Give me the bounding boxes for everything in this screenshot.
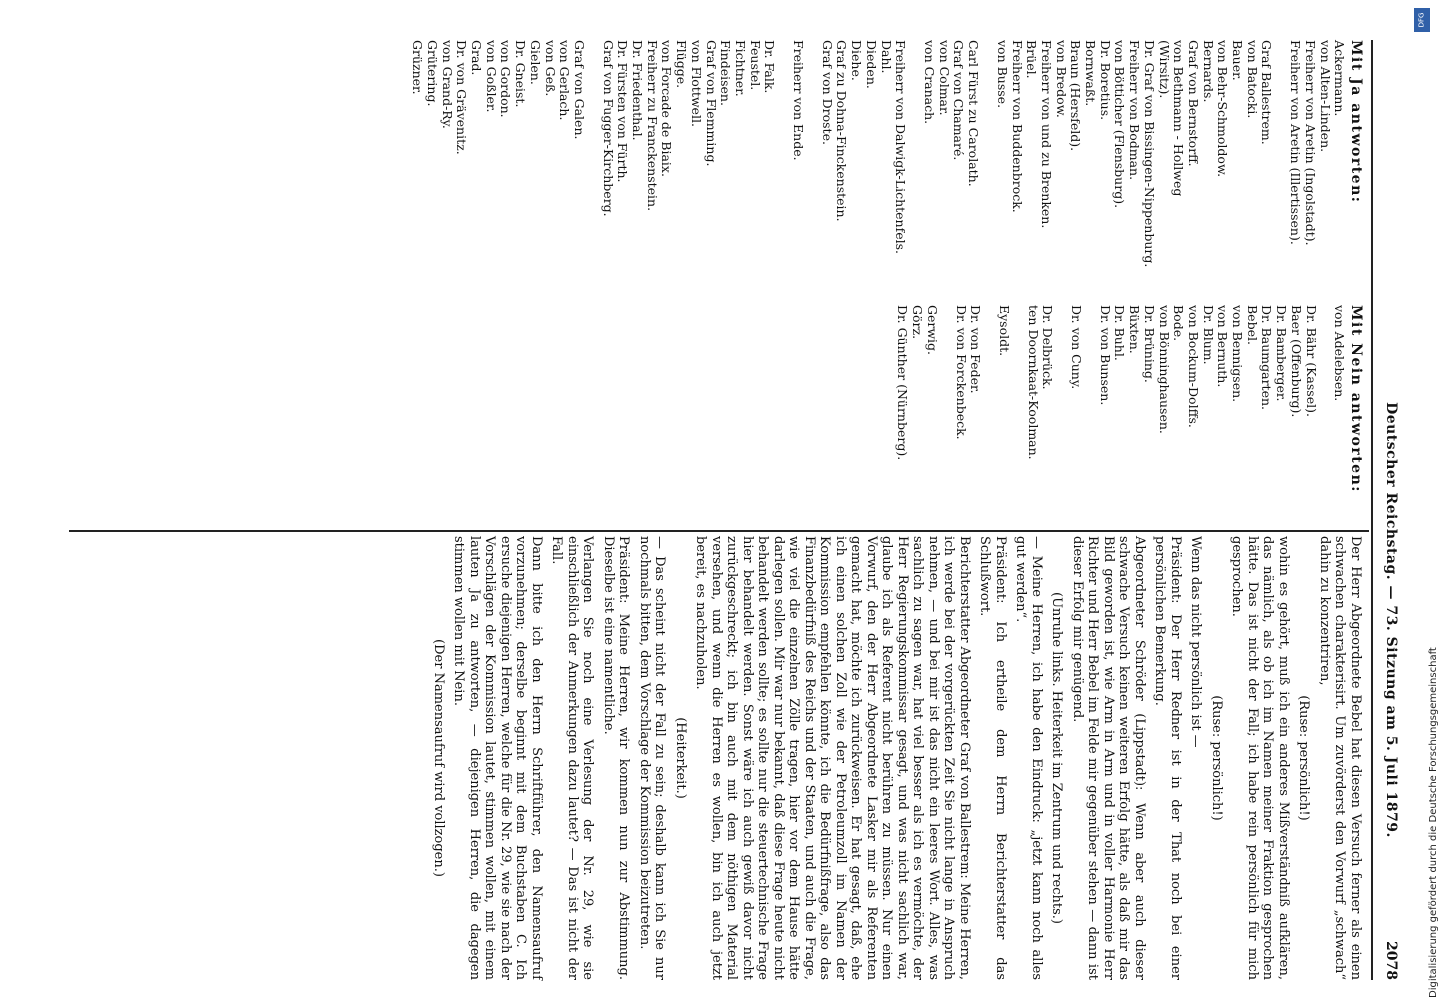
interjection: (Heiterkeit.)	[673, 717, 688, 799]
list-gap	[776, 40, 790, 295]
member-name: Baer (Offenburg).	[1288, 305, 1304, 418]
paragraph: Abgeordneter Schröder (Lippstadt): Wenn aber auch dieser schwache Versuch keinen weiteren Erfolg hätte, als daß mir das Bild geworden ist, wie Arm in Arm und in voller Harmonie Herr Richter und Herr Bebel im Felde mir gegenüber stehen — dann ist dieser Erfolg mir genügend.	[1070, 536, 1147, 980]
paragraph: Verlangen Sie noch eine Verlesung der Nr. 29, wie sie einschließlich der Anmerkungen dazu lautet? — Das ist nicht der Fall.	[549, 536, 596, 980]
member-name: von Behr-Schmoldow.	[1215, 40, 1231, 178]
member-name: Büxten.	[1127, 305, 1143, 354]
member-name: Findeisen.	[718, 40, 734, 106]
member-name: Dr. Buhl.	[1112, 305, 1128, 361]
interjection: (Der Namensaufruf wird vollzogen.)	[431, 639, 446, 877]
list-gap	[1273, 40, 1287, 295]
member-name: Freiherr zu Franckenstein.	[644, 40, 660, 212]
rotated-sheet	[10, 0, 1405, 1000]
member-name: Freiherr von Buddenbrock.	[1009, 40, 1025, 213]
paragraph: Präsident: Ich ertheile dem Herrn Berichterstatter das Schlußwort.	[977, 536, 1008, 980]
member-name: Dr. Bamberger.	[1274, 305, 1290, 402]
member-name: Ackermann.	[1332, 40, 1348, 117]
paragraph: Wenn das nicht persönlich ist —	[1188, 536, 1204, 748]
running-title: Deutscher Reichstag. — 73. Sitzung am 5. Juli 1879.	[1383, 402, 1399, 838]
member-name: Graf Ballestrem.	[1259, 40, 1275, 145]
member-name: Dr. Friedenthal.	[630, 40, 646, 141]
member-name: Freiherr von Aretin (Ingolstadt).	[1302, 40, 1318, 246]
member-name: Dr. Boretius.	[1097, 40, 1113, 121]
member-name: Freiherr von Bodman.	[1127, 40, 1143, 181]
paragraph: Dann bitte ich den Herrn Schriftführer, den Namensaufruf vorzunehmen; derselbe beginnt mit dem Buchstaben C. Ich ersuche diejenigen Herren, welche für die Nr. 29, wie sie nach der Vorschlägen der Kommission lautet, stimmen wollen, mit einem lauten Ja zu antworten, — diejenigen Herren, die dagegen stimmen wollen mit Nein.	[451, 536, 544, 980]
member-name: Freiherr von Dalwigk-Lichtenfels.	[893, 40, 909, 255]
member-name: Dr. Brüning.	[1141, 305, 1157, 383]
member-name: ten Doornkaat-Koolman.	[1025, 305, 1041, 460]
paragraph: wohin es gehört, muß ich ein anderes Mißverständniß aufklären, das nämlich, als ob ich im Namen meiner Fraktion gesprochen hätte. Das ist nicht der Fall; ich habe rein persönlich für mich gesprochen.	[1229, 536, 1291, 980]
column-divider	[69, 530, 1369, 532]
member-name: von Bötticher (Flensburg).	[1112, 40, 1128, 209]
member-name: von Busse.	[994, 40, 1010, 109]
member-name: Bode.	[1171, 305, 1187, 342]
member-name: Dr. Fürsten von Fürth.	[615, 40, 631, 183]
member-name: Braun (Hersfeld).	[1068, 40, 1084, 152]
member-name: von Bethmann - Hollweg	[1171, 40, 1187, 197]
list-gap	[1083, 305, 1097, 520]
member-name: Bauer.	[1230, 40, 1246, 81]
member-name: von Colmar.	[936, 40, 952, 116]
debate-text-column	[426, 536, 1364, 980]
member-name: Freiherr von Aretin (Illertissen).	[1288, 40, 1304, 245]
member-name: Gielen.	[527, 40, 543, 85]
ja-name-list	[410, 40, 1347, 295]
member-name: von Gordon.	[498, 40, 514, 118]
member-name: Fichtner.	[732, 40, 748, 97]
member-name: Carl Fürst zu Carolath.	[966, 40, 982, 187]
list-gap	[907, 40, 921, 295]
member-name: von Adelebsen.	[1332, 305, 1348, 402]
ja-heading: Mit Ja antworten:	[1348, 40, 1364, 204]
member-name: Dr. von Feder.	[968, 305, 984, 394]
member-name: Dr. von Grävenitz.	[454, 40, 470, 155]
member-name: von Batocki.	[1244, 40, 1260, 119]
member-name: von Goßler.	[483, 40, 499, 113]
header-rule	[1371, 40, 1373, 980]
member-name: von Flottwell.	[688, 40, 704, 127]
member-name: Dr. Blum.	[1200, 305, 1216, 365]
dfg-logo: DFG	[1414, 8, 1430, 32]
member-name: Dieden.	[863, 40, 879, 89]
member-name: Dahl.	[878, 40, 894, 74]
member-name: von Cranach.	[922, 40, 938, 125]
member-name: Brüel.	[1024, 40, 1040, 79]
member-name: Görz.	[910, 305, 926, 340]
member-name: Dr. von Cuny.	[1069, 305, 1085, 390]
member-name: von Grand-Ry.	[439, 40, 455, 129]
member-name: Grad.	[469, 40, 485, 76]
member-name: Grüzner.	[410, 40, 426, 95]
interjection: (Unruhe links. Heiterkeit im Zentrum und rechts.)	[1049, 592, 1065, 924]
member-name: Freiherr von und zu Brenken.	[1038, 40, 1054, 229]
member-name: Dr. Baumgarten.	[1259, 305, 1275, 410]
list-gap	[1054, 305, 1068, 520]
paragraph: Präsident: Meine Herren, wir kommen nun zur Abstimmung. Dieselbe ist eine namentliche.	[601, 536, 632, 980]
member-name: Graf von Bernstorff.	[1185, 40, 1201, 167]
member-name: Feustel.	[747, 40, 763, 91]
member-name: von Bredow.	[1053, 40, 1069, 118]
member-name: Bernards.	[1200, 40, 1216, 103]
list-gap	[939, 305, 953, 520]
member-name: Dr. Gneist.	[513, 40, 529, 108]
ja-vote-column	[410, 40, 1363, 295]
credit-text: Digitalisierung gefördert durch die Deutsche Forschungsgemeinschaft	[1428, 647, 1439, 998]
paragraph: — Meine Herren, ich habe den Eindruck: „jetzt kann noch alles gut werden“.	[1013, 536, 1044, 980]
member-name: Dr. Falk.	[762, 40, 778, 94]
paragraph: Präsident: Der Herr Redner ist in der That noch bei einer persönlichen Bemerkung.	[1152, 536, 1183, 980]
page-number: 2078	[1383, 941, 1399, 980]
member-name: (Wirsitz).	[1156, 40, 1172, 99]
member-name: Flügge.	[674, 40, 690, 89]
nein-name-list	[895, 305, 1347, 520]
member-name: Eysoldt.	[996, 305, 1012, 357]
interjection: (Ruse: persönlich!)	[1209, 695, 1224, 821]
member-name: Gerwig.	[924, 305, 940, 356]
member-name: von Alten-Linden.	[1317, 40, 1333, 153]
member-name: Dr. Graf von Bissingen-Nippenburg.	[1141, 40, 1157, 268]
list-gap	[982, 305, 996, 520]
member-name: Bebel.	[1244, 305, 1260, 345]
member-name: Graf von Fugger-Kirchberg.	[600, 40, 616, 217]
member-name: Graf von Droste.	[819, 40, 835, 145]
member-name: von Bockum-Dolffs.	[1185, 305, 1201, 428]
paragraph: — Das scheint nicht der Fall zu sein; deshalb kann ich Sie nur nochmals bitten, dem Vorschlage der Kommission beizutreten.	[637, 536, 668, 980]
list-gap	[980, 40, 994, 295]
list-gap	[1011, 305, 1025, 520]
member-name: von Bennigsen.	[1230, 305, 1246, 403]
member-name: von Bönninghausen.	[1156, 305, 1172, 434]
member-name: Dr. Bähr (Kassel).	[1303, 305, 1319, 417]
list-gap	[1318, 305, 1332, 520]
member-name: Dr. Delbrück.	[1040, 305, 1056, 390]
nein-vote-column	[895, 305, 1363, 520]
member-name: Dr. von Forckenbeck.	[953, 305, 969, 440]
member-name: Graf von Flemming.	[703, 40, 719, 167]
member-name: von Gerlach.	[557, 40, 573, 121]
nein-heading: Mit Nein antworten:	[1348, 305, 1364, 493]
paragraph: Berichterstatter Abgeordneter Graf von Ballestrem: Meine Herren, ich werde bei der vorgerückten Zeit Sie nicht lange in Anspruch nehmen, — und bei mir ist das nicht ein leeres Wort. Alles, was sachlich zu sagen war, hat viel besser als ich es vermöchte, der Herr Regierungskommissar gesagt, und was nicht sachlich war, glaube ich als Referent nicht berühren zu müssen. Nur einen Vorwurf, den der Herr Abgeordnete Lasker mir als Referenten gemacht hat, möchte ich zurückweisen. Er hat gesagt, daß, ehe ich einen solchen Zoll wie der Petroleumzoll im Namen der Kommission empfehlen könnte, ich die Bedürfnißfrage, also das Finanzbedürfniß des Reichs und der Staaten, und auch die Frage, wie viel die einzelnen Zölle tragen, hier vor dem Hause hätte darlegen sollen. Mir war nur bekannt, daß diese Frage heute nicht behandelt werden sollte; es sollte nur die steuertechnische Frage hier behandelt werden. Sonst wäre ich auch gewiß davor nicht zurückgeschreckt; ich bin auch mit dem nöthigen Material versehen, und wenn die Herren es wollen, bin ich auch jetzt bereit, es nachzuholen.	[693, 536, 972, 980]
member-name: Dr. von Bunsen.	[1097, 305, 1113, 406]
member-name: Dr. Günther (Nürnberg).	[895, 305, 911, 461]
member-name: Graf zu Dohna-Finckenstein.	[834, 40, 850, 222]
member-name: Graf von Chamaré.	[951, 40, 967, 161]
page-header	[1373, 40, 1399, 980]
member-name: Bornwaßt.	[1083, 40, 1099, 107]
list-gap	[805, 40, 819, 295]
member-name: von Bernuth.	[1215, 305, 1231, 388]
paragraph: Der Herr Abgeordnete Bebel hat diesen Versuch ferner als einen schwachen charakterisirt. Um zuvörderst den Vorwurf „schwach“ dahin zu konzentriren,	[1317, 536, 1363, 980]
interjection: (Ruse: persönlich!)	[1296, 695, 1312, 821]
digitization-credit	[1412, 0, 1439, 1000]
list-gap	[586, 40, 600, 295]
member-name: von Forcade de Biaix.	[659, 40, 675, 177]
member-name: Diehe.	[849, 40, 865, 81]
member-name: Grütering.	[424, 40, 440, 107]
member-name: Graf von Galen.	[571, 40, 587, 140]
member-name: von Geß.	[542, 40, 558, 97]
member-name: Freiherr von Ende.	[791, 40, 807, 161]
